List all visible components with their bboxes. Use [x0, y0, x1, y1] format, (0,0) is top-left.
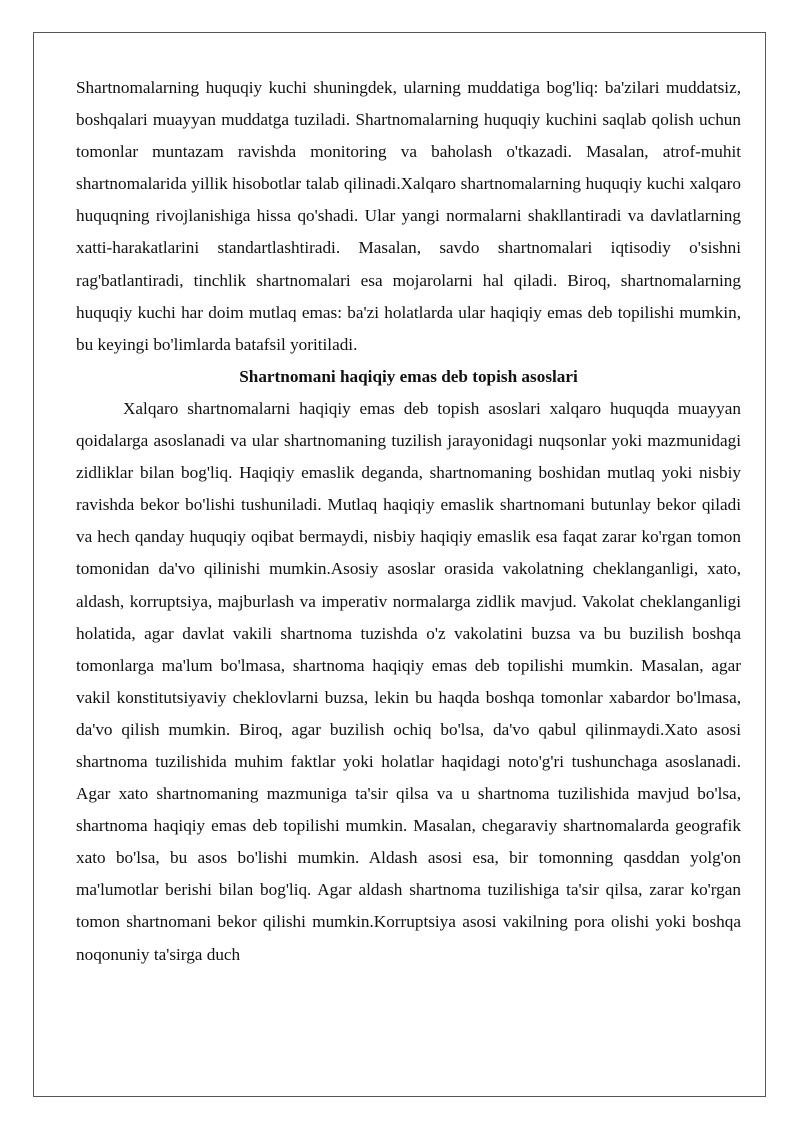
document-body [76, 72, 741, 971]
section-heading: Shartnomani haqiqiy emas deb topish asoslari [239, 366, 578, 386]
paragraph: Shartnomalarning huquqiy kuchi shuningdek, ularning muddatiga bog'liq: ba'zilari muddatsiz, boshqalari muayyan muddatga tuziladi. Shartnomalarning huquqiy kuchini saqlab qolish uchun tomonlar muntazam ravishda monitoring va baholash o'tkazadi. Masalan, atrof-muhit shartnomalarida yillik hisobotlar talab qilinadi.Xalqaro shartnomalarning huquqiy kuchi xalqaro huquqning rivojlanishiga hissa qo'shadi. Ular yangi normalarni shakllantiradi va davlatlarning xatti-harakatlarini standartlashtiradi. Masalan, savdo shartnomalari iqtisodiy o'sishni rag'batlantiradi, tinchlik shartnomalari esa mojarolarni hal qiladi. Biroq, shartnomalarning huquqiy kuchi har doim mutlaq emas: ba'zi holatlarda ular haqiqiy emas deb topilishi mumkin, bu keyingi bo'limlarda batafsil yoritiladi. [76, 78, 741, 354]
paragraph: Xalqaro shartnomalarni haqiqiy emas deb topish asoslari xalqaro huquqda muayyan qoidalarga asoslanadi va ular shartnomaning tuzilish jarayonidagi nuqsonlar yoki mazmunidagi zidliklar bilan bog'liq. Haqiqiy emaslik deganda, shartnomaning boshidan mutlaq yoki nisbiy ravishda bekor bo'lishi tushuniladi. Mutlaq haqiqiy emaslik shartnomani butunlay bekor qiladi va hech qanday huquqiy oqibat bermaydi, nisbiy haqiqiy emaslik esa faqat zarar ko'rgan tomon tomonidan da'vo qilinishi mumkin.Asosiy asoslar orasida vakolatning cheklanganligi, xato, aldash, korruptsiya, majburlash va imperativ normalarga zidlik mavjud. Vakolat cheklanganligi holatida, agar davlat vakili shartnoma tuzishda o'z vakolatini buzsa va bu buzilish boshqa tomonlarga ma'lum bo'lmasa, shartnoma haqiqiy emas deb topilishi mumkin. Masalan, agar vakil konstitutsiyaviy cheklovlarni buzsa, lekin bu haqda boshqa tomonlar xabardor bo'lmasa, da'vo qilish mumkin. Biroq, agar buzilish ochiq bo'lsa, da'vo qabul qilinmaydi.Xato asosi shartnoma tuzilishida muhim faktlar yoki holatlar haqidagi noto'g'ri tushunchaga asoslanadi. Agar xato shartnomaning mazmuniga ta'sir qilsa va u shartnoma tuzilishida mavjud bo'lsa, shartnoma haqiqiy emas deb topilishi mumkin. Masalan, chegaraviy shartnomalarda geografik xato bo'lsa, bu asos bo'lishi mumkin. Aldash asosi esa, bir tomonning qasddan yolg'on ma'lumotlar berishi bilan bog'liq. Agar aldash shartnoma tuzilishiga ta'sir qilsa, zarar ko'rgan tomon shartnomani bekor qilishi mumkin.Korruptsiya asosi vakilning pora olishi yoki boshqa noqonuniy ta'sirga duch [76, 398, 741, 964]
